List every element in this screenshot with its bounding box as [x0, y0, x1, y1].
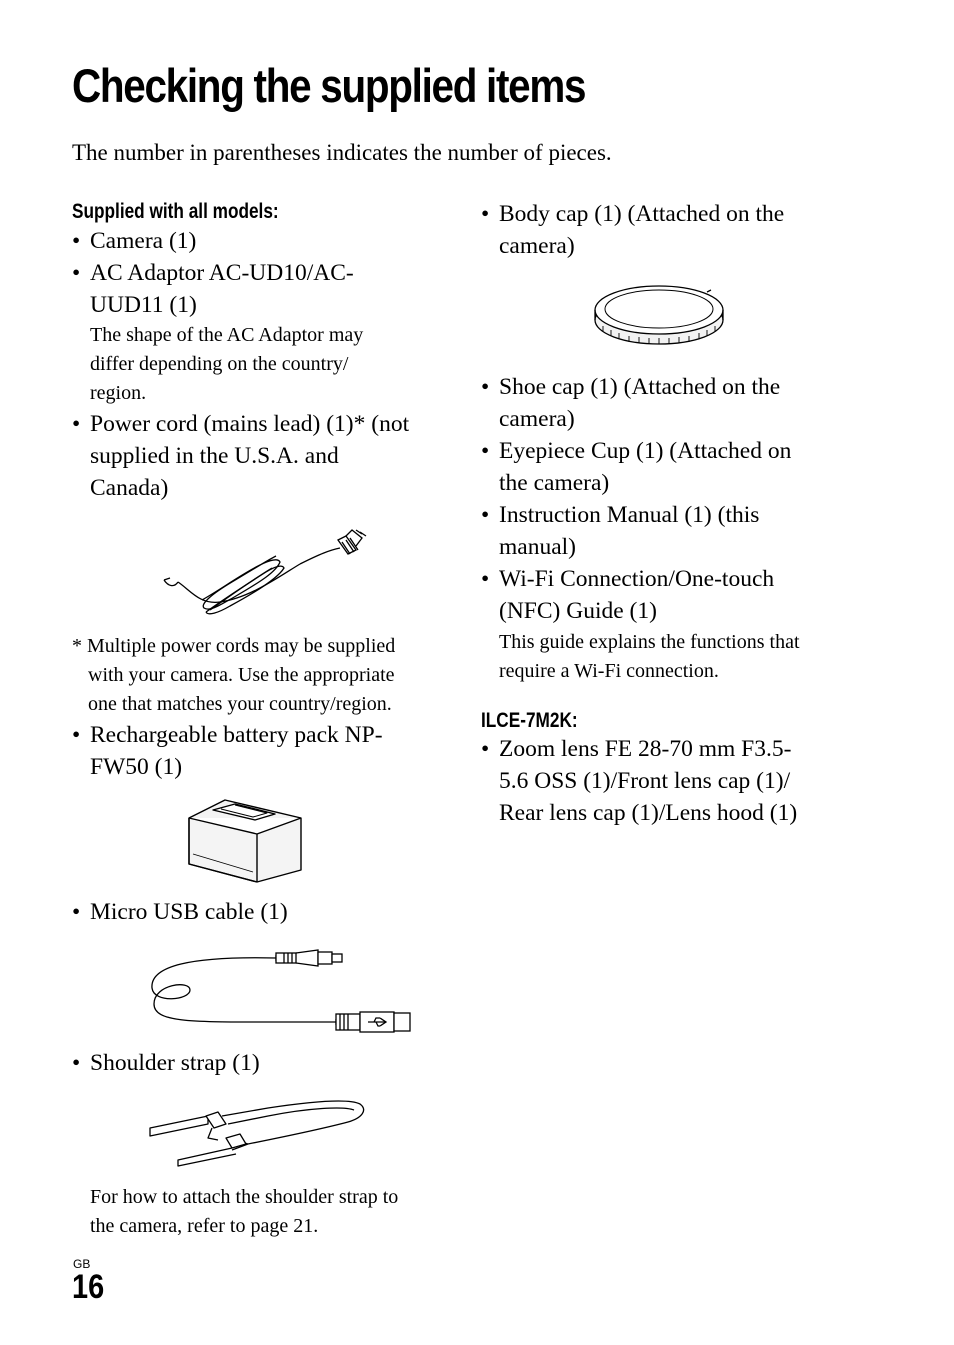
- list-item-zoom-lens: • Zoom lens FE 28-70 mm F3.5- 5.6 OSS (1)/Front lens cap (1)/ Rear lens cap (1)/Lens hood (1): [481, 736, 798, 826]
- list-item-power-cord: • Power cord (mains lead) (1)* (not supplied in the U.S.A. and Canada): [72, 411, 410, 501]
- intro-text: The number in parentheses indicates the number of pieces.: [72, 140, 612, 165]
- page-number: 16: [72, 1268, 105, 1306]
- wifi-guide-note: This guide explains the functions that require a Wi-Fi connection.: [499, 631, 800, 682]
- list-item-shoe-cap: • Shoe cap (1) (Attached on the camera): [481, 374, 781, 432]
- list-item-battery: • Rechargeable battery pack NP- FW50 (1): [72, 722, 383, 780]
- power-cord-illustration: [160, 520, 370, 620]
- shoulder-strap-note: For how to attach the shoulder strap to the camera, refer to page 21.: [90, 1186, 399, 1237]
- list-item-eyepiece-cup: • Eyepiece Cup (1) (Attached on the camera): [481, 438, 792, 496]
- list-item-shoulder-strap: • Shoulder strap (1): [72, 1050, 260, 1076]
- section-heading-all-models: Supplied with all models:: [72, 200, 279, 223]
- page-title: Checking the supplied items: [72, 59, 586, 112]
- section-heading-model: ILCE-7M2K:: [481, 709, 578, 732]
- usb-cable-illustration: [150, 944, 422, 1034]
- ac-adaptor-note: The shape of the AC Adaptor may differ depending on the country/ region.: [90, 324, 364, 404]
- list-item-camera: • Camera (1): [72, 228, 197, 254]
- list-item-wifi-guide: • Wi-Fi Connection/One-touch (NFC) Guide (1): [481, 566, 775, 624]
- list-item-body-cap: • Body cap (1) (Attached on the camera): [481, 201, 785, 259]
- list-item-usb-cable: • Micro USB cable (1): [72, 899, 288, 925]
- body-cap-illustration: [593, 280, 729, 350]
- list-item-ac-adaptor: • AC Adaptor AC-UD10/AC- UUD11 (1): [72, 260, 354, 318]
- shoulder-strap-illustration: [148, 1098, 370, 1170]
- battery-illustration: [185, 796, 307, 884]
- page-region-label: GB: [73, 1257, 91, 1271]
- list-item-instruction-manual: • Instruction Manual (1) (this manual): [481, 502, 760, 560]
- power-cord-footnote: * Multiple power cords may be supplied with your camera. Use the appropriate one that matches your country/region.: [72, 635, 396, 715]
